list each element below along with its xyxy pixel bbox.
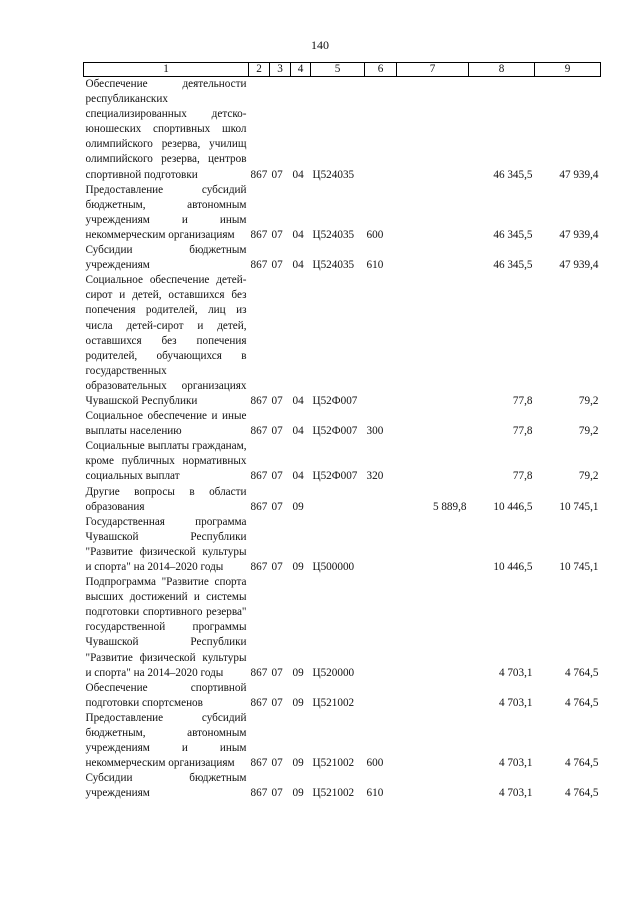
- amount-col-9: 10 745,1: [559, 561, 599, 573]
- amount-col-8: 77,8: [512, 470, 533, 483]
- subsection-code: 04: [292, 470, 304, 483]
- item-name: Предоставление субсидий бюджетным, автономным учреждениям и иным некоммерческим организациям: [85, 711, 247, 770]
- subsection-code: 09: [292, 696, 304, 709]
- table-body: [84, 77, 601, 802]
- section-code: 07: [271, 470, 283, 483]
- target-article: Ц524035: [312, 168, 355, 181]
- header-col-1: 1: [84, 63, 249, 77]
- amount-col-7: [397, 409, 469, 439]
- table-row: [84, 485, 601, 515]
- section-code: 07: [271, 787, 283, 800]
- table-row: [84, 711, 601, 771]
- table-row: [84, 681, 601, 711]
- section-code: 07: [271, 168, 283, 181]
- item-name: Государственная программа Чувашской Республики "Развитие физической культуры и спорта" на 2014–2020 годы: [85, 515, 247, 573]
- ministry-code: 867: [250, 470, 268, 483]
- amount-col-9: 79,2: [578, 394, 599, 407]
- item-name: Подпрограмма "Развитие спорта высших достижений и системы подготовки спортивного резерва" государственной программы Чувашской Республики "Развитие физической культуры и спорта" на 2014–2020 годы: [85, 576, 247, 679]
- item-name: Обеспечение деятельности республиканских специализированных детско-юношеских спортивных школ олимпийского резерва, училищ олимпийского резерва, центров спортивной подготовки: [85, 78, 247, 181]
- target-article: Ц52Ф007: [312, 394, 358, 407]
- expense-type: 320: [366, 470, 384, 483]
- subsection-code: 09: [292, 757, 304, 770]
- subsection-code: 04: [292, 259, 304, 272]
- amount-col-8: 4 703,1: [498, 696, 533, 709]
- subsection-code: 04: [292, 228, 304, 241]
- amount-col-8: 77,8: [512, 425, 533, 438]
- amount-col-9: 10 745,1: [559, 500, 599, 513]
- amount-col-9: 4 764,5: [564, 666, 599, 679]
- header-row: [84, 63, 601, 77]
- target-article: Ц52Ф007: [312, 470, 358, 483]
- item-name: Субсидии бюджетным учреждениям: [85, 772, 247, 800]
- ministry-code: 867: [250, 168, 268, 181]
- section-code: 07: [271, 696, 283, 709]
- ministry-code: 867: [250, 666, 268, 679]
- item-name: Социальные выплаты гражданам, кроме публичных нормативных социальных выплат: [85, 440, 247, 483]
- item-name: Другие вопросы в области образования: [85, 485, 247, 513]
- amount-col-9: 47 939,4: [559, 228, 599, 241]
- item-name: Социальное обеспечение и иные выплаты населению: [85, 410, 247, 438]
- amount-col-9: 4 764,5: [564, 757, 599, 770]
- amount-col-9: 79,2: [578, 470, 599, 483]
- expense-type: [365, 681, 397, 711]
- amount-col-7: [397, 77, 469, 183]
- ministry-code: 867: [250, 394, 268, 407]
- amount-col-7: 5 889,8: [432, 500, 467, 513]
- amount-col-9: 79,2: [578, 425, 599, 438]
- expense-type: [365, 485, 397, 515]
- amount-col-7: [397, 183, 469, 243]
- section-code: 07: [271, 259, 283, 272]
- amount-col-7: [397, 575, 469, 681]
- header-col-8: 8: [469, 63, 535, 77]
- section-code: 07: [271, 500, 283, 513]
- ministry-code: 867: [250, 696, 268, 709]
- ministry-code: 867: [250, 425, 268, 438]
- subsection-code: 04: [292, 394, 304, 407]
- header-col-2: 2: [249, 63, 270, 77]
- ministry-code: 867: [250, 259, 268, 272]
- page-number: 140: [311, 38, 329, 52]
- amount-col-7: [397, 439, 469, 484]
- table-row: [84, 515, 601, 575]
- target-article: Ц52Ф007: [312, 425, 358, 438]
- amount-col-9: 47 939,4: [559, 259, 599, 272]
- amount-col-9: 4 764,5: [564, 696, 599, 709]
- header-col-9: 9: [535, 63, 601, 77]
- section-code: 07: [271, 228, 283, 241]
- header-col-6: 6: [365, 63, 397, 77]
- header-col-5: 5: [311, 63, 365, 77]
- amount-col-8: 4 703,1: [498, 666, 533, 679]
- item-name: Обеспечение спортивной подготовки спортсменов: [85, 681, 247, 709]
- section-code: 07: [271, 666, 283, 679]
- ministry-code: 867: [250, 787, 268, 800]
- target-article: Ц500000: [312, 561, 355, 573]
- table-row: [84, 77, 601, 183]
- amount-col-9: 47 939,4: [559, 168, 599, 181]
- header-col-3: 3: [270, 63, 291, 77]
- subsection-code: 09: [292, 561, 304, 573]
- table-row: [84, 409, 601, 439]
- subsection-code: 04: [292, 425, 304, 438]
- target-article: Ц521002: [312, 787, 355, 800]
- item-name: Социальное обеспечение детей-сирот и детей, оставшихся без попечения родителей, лиц из числа детей-сирот и детей, оставшихся без попечения родителей, обучающихся в государственных образовательных организациях Чувашской Республики: [85, 274, 247, 407]
- target-article: [311, 485, 365, 515]
- section-code: 07: [271, 757, 283, 770]
- ministry-code: 867: [250, 228, 268, 241]
- amount-col-7: [397, 515, 469, 575]
- expense-type: 300: [366, 425, 384, 438]
- expense-type: 600: [366, 757, 384, 770]
- target-article: Ц524035: [312, 259, 355, 272]
- expense-type: [365, 273, 397, 409]
- amount-col-7: [397, 243, 469, 273]
- section-code: 07: [271, 394, 283, 407]
- header-col-7: 7: [397, 63, 469, 77]
- expense-type: 610: [366, 787, 384, 800]
- table-row: [84, 273, 601, 409]
- amount-col-8: 46 345,5: [493, 228, 533, 241]
- item-name: Предоставление субсидий бюджетным, автономным учреждениям и иным некоммерческим организациям: [85, 183, 247, 241]
- ministry-code: 867: [250, 561, 268, 573]
- expense-type: 600: [366, 228, 384, 241]
- ministry-code: 867: [250, 500, 268, 513]
- subsection-code: 04: [292, 168, 304, 181]
- amount-col-9: 4 764,5: [564, 787, 599, 800]
- target-article: Ц520000: [312, 666, 355, 679]
- amount-col-7: [397, 273, 469, 409]
- amount-col-8: 4 703,1: [498, 787, 533, 800]
- subsection-code: 09: [292, 500, 304, 513]
- table-row: [84, 243, 601, 273]
- amount-col-7: [397, 681, 469, 711]
- expense-type: [365, 77, 397, 183]
- section-code: 07: [271, 425, 283, 438]
- section-code: 07: [271, 561, 283, 573]
- header-col-4: 4: [291, 63, 311, 77]
- expense-type: [365, 575, 397, 681]
- target-article: Ц524035: [312, 228, 355, 241]
- item-name: Субсидии бюджетным учреждениям: [85, 244, 247, 272]
- table-row: [84, 183, 601, 243]
- target-article: Ц521002: [312, 757, 355, 770]
- ministry-code: 867: [250, 757, 268, 770]
- amount-col-8: 46 345,5: [493, 259, 533, 272]
- budget-table: [83, 62, 601, 802]
- amount-col-7: [397, 771, 469, 801]
- amount-col-8: 10 446,5: [493, 500, 533, 513]
- amount-col-8: 77,8: [512, 394, 533, 407]
- amount-col-8: 4 703,1: [498, 757, 533, 770]
- expense-type: [365, 515, 397, 575]
- subsection-code: 09: [292, 666, 304, 679]
- table-row: [84, 771, 601, 801]
- table-row: [84, 439, 601, 484]
- subsection-code: 09: [292, 787, 304, 800]
- amount-col-8: 46 345,5: [493, 168, 533, 181]
- amount-col-8: 10 446,5: [493, 561, 533, 573]
- amount-col-7: [397, 711, 469, 771]
- expense-type: 610: [366, 259, 384, 272]
- table-row: [84, 575, 601, 681]
- target-article: Ц521002: [312, 696, 355, 709]
